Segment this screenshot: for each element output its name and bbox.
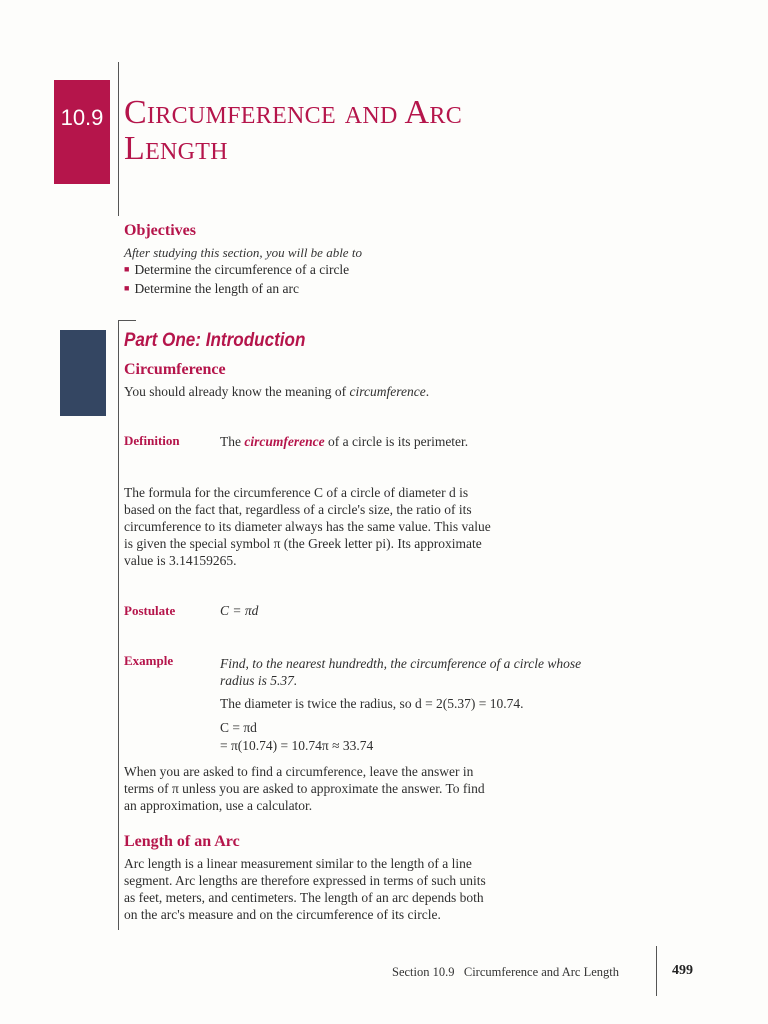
paragraph-line: The formula for the circumference C of a circle of diameter d is bbox=[124, 485, 469, 500]
circumference-intro bbox=[124, 383, 429, 400]
intro-term: circumference bbox=[349, 384, 426, 399]
section-title bbox=[124, 95, 644, 167]
paragraph-line: based on the fact that, regardless of a circle's size, the ratio of its bbox=[124, 502, 472, 517]
paragraph-line: is given the special symbol π (the Greek letter pi). Its approximate bbox=[124, 536, 482, 551]
section-number-badge bbox=[54, 80, 110, 184]
section-title-line2: Length bbox=[124, 130, 228, 167]
paragraph-line: segment. Arc lengths are therefore expressed in terms of such units bbox=[124, 873, 486, 888]
definition-label: Definition bbox=[124, 433, 180, 448]
note-paragraph bbox=[124, 763, 485, 814]
definition-text bbox=[220, 433, 468, 450]
objectives-list bbox=[124, 261, 349, 299]
margin-rule-top bbox=[118, 62, 119, 216]
arc-paragraph bbox=[124, 855, 486, 923]
example-label: Example bbox=[124, 653, 174, 668]
arc-heading: Length of an Arc bbox=[124, 833, 240, 850]
formula-paragraph bbox=[124, 484, 491, 569]
paragraph-line: an approximation, use a calculator. bbox=[124, 798, 313, 813]
paragraph-line: on the arc's measure and on the circumference of its circle. bbox=[124, 907, 441, 922]
example-step-3: = π(10.74) = 10.74π ≈ 33.74 bbox=[220, 738, 374, 753]
paragraph-line: Arc length is a linear measurement similar to the length of a line bbox=[124, 856, 472, 871]
objective-item: ■ Determine the circumference of a circle bbox=[124, 261, 349, 280]
circumference-heading: Circumference bbox=[124, 361, 226, 378]
objective-item: ■ Determine the length of an arc bbox=[124, 280, 349, 299]
intro-text: You should already know the meaning of bbox=[124, 384, 350, 399]
definition-before: The bbox=[220, 434, 245, 449]
definition-after: of a circle is its perimeter. bbox=[324, 434, 469, 449]
paragraph-line: value is 3.14159265. bbox=[124, 553, 237, 568]
paragraph-line: terms of π unless you are asked to approximate the answer. To find bbox=[124, 781, 485, 796]
margin-rule-main bbox=[118, 320, 119, 930]
page-number: 499 bbox=[672, 963, 693, 978]
part-marker-block bbox=[60, 330, 106, 416]
example-problem-line: Find, to the nearest hundredth, the circumference of a circle whose bbox=[220, 656, 582, 671]
part-title: Part One: Introduction bbox=[124, 330, 306, 351]
objectives-intro: After studying this section, you will be able to bbox=[124, 245, 362, 260]
paragraph-line: circumference to its diameter always has the same value. This value bbox=[124, 519, 491, 534]
running-footer: Section 10.9 Circumference and Arc Length bbox=[392, 965, 620, 979]
footer-rule bbox=[656, 946, 657, 996]
intro-end: . bbox=[425, 384, 430, 399]
section-number: 10.9 bbox=[60, 105, 104, 130]
definition-term: circumference bbox=[244, 434, 325, 449]
paragraph-line: When you are asked to find a circumference, leave the answer in bbox=[124, 764, 474, 779]
section-title-line1: Circumference and Arc bbox=[124, 94, 463, 131]
example-step-1: The diameter is twice the radius, so d = 2(5.37) = 10.74. bbox=[220, 696, 524, 711]
example-problem bbox=[220, 655, 581, 689]
postulate-formula: C = πd bbox=[220, 603, 259, 618]
objectives-heading: Objectives bbox=[124, 222, 196, 239]
paragraph-line: as feet, meters, and centimeters. The length of an arc depends both bbox=[124, 890, 484, 905]
postulate-label: Postulate bbox=[124, 603, 176, 618]
example-problem-line: radius is 5.37. bbox=[220, 673, 298, 688]
example-step-2: C = πd bbox=[220, 720, 257, 735]
part-rule-tick bbox=[118, 320, 136, 321]
